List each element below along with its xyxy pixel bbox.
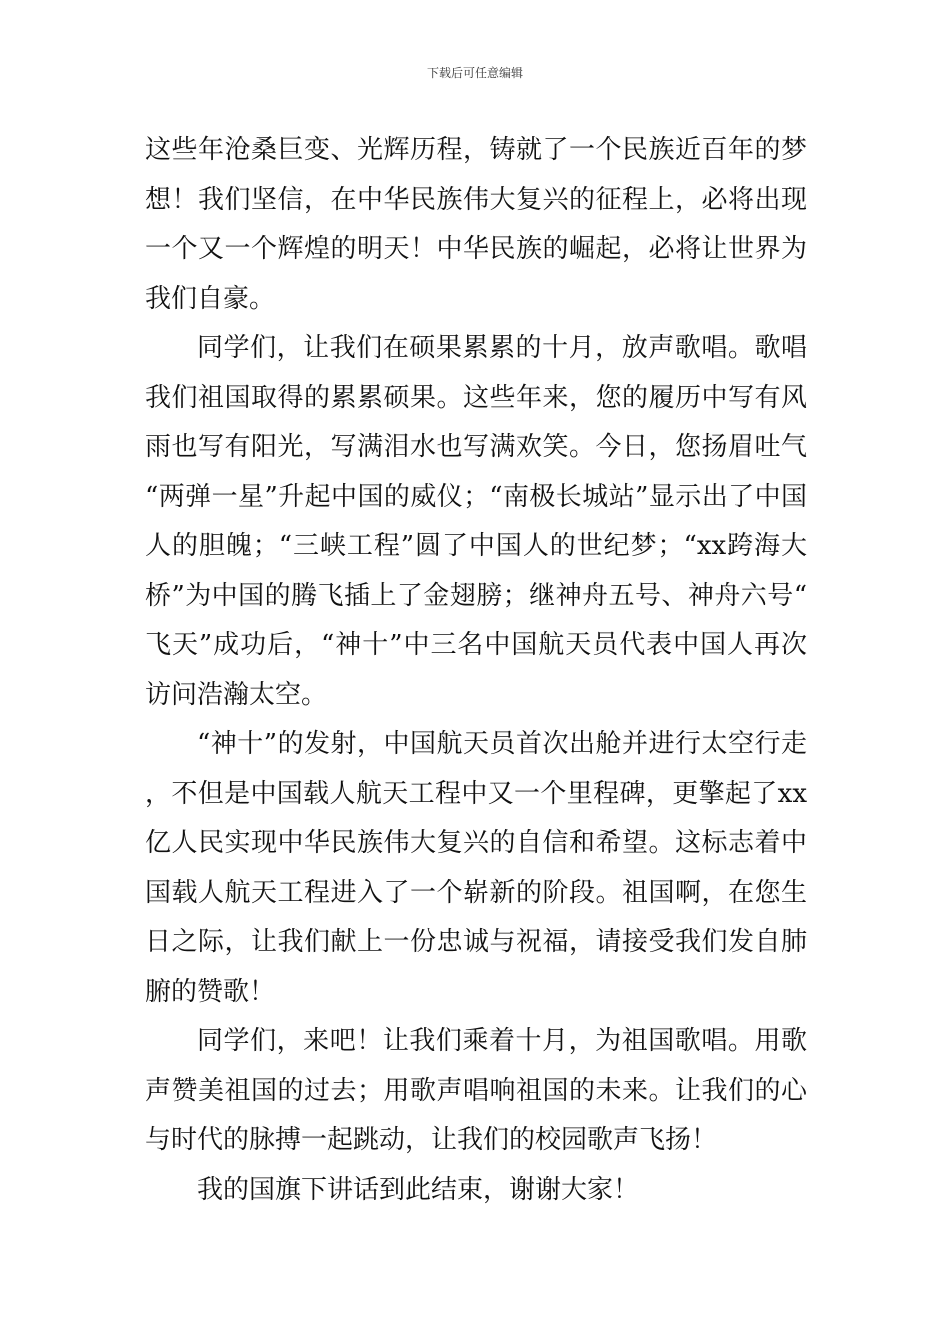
document-body xyxy=(145,126,807,1215)
paragraph-2: 同学们，让我们在硕果累累的十月，放声歌唱。歌唱我们祖国取得的累累硕果。这些年来，您的履历中写有风雨也写有阳光，写满泪水也写满欢笑。今日，您扬眉吐气“两弹一星”升起中国的威仪；“南极长城站”显示出了中国人的胆魄；“三峡工程”圆了中国人的世纪梦；“xx跨海大桥”为中国的腾飞插上了金翅膀；继神舟五号、神舟六号“飞天”成功后，“神十”中三名中国航天员代表中国人再次访问浩瀚太空。 xyxy=(145,333,807,710)
paragraph-4: 同学们，来吧！让我们乘着十月，为祖国歌唱。用歌声赞美祖国的过去；用歌声唱响祖国的未来。让我们的心与时代的脉搏一起跳动，让我们的校园歌声飞扬！ xyxy=(145,1026,807,1155)
paragraph-3: “神十”的发射，中国航天员首次出舱并进行太空行走，不但是中国载人航天工程中又一个里程碑，更擎起了xx亿人民实现中华民族伟大复兴的自信和希望。这标志着中国载人航天工程进入了一个崭新的阶段。祖国啊，在您生日之际，让我们献上一份忠诚与祝福，请接受我们发自肺腑的赞歌！ xyxy=(145,729,807,1007)
paragraph-5: 我的国旗下讲话到此结束，谢谢大家！ xyxy=(197,1174,640,1205)
page-header-note: 下载后可任意编辑 xyxy=(426,66,523,80)
paragraph-1: 这些年沧桑巨变、光辉历程，铸就了一个民族近百年的梦想！我们坚信，在中华民族伟大复兴的征程上，必将出现一个又一个辉煌的明天！中华民族的崛起，必将让世界为我们自豪。 xyxy=(145,135,807,314)
